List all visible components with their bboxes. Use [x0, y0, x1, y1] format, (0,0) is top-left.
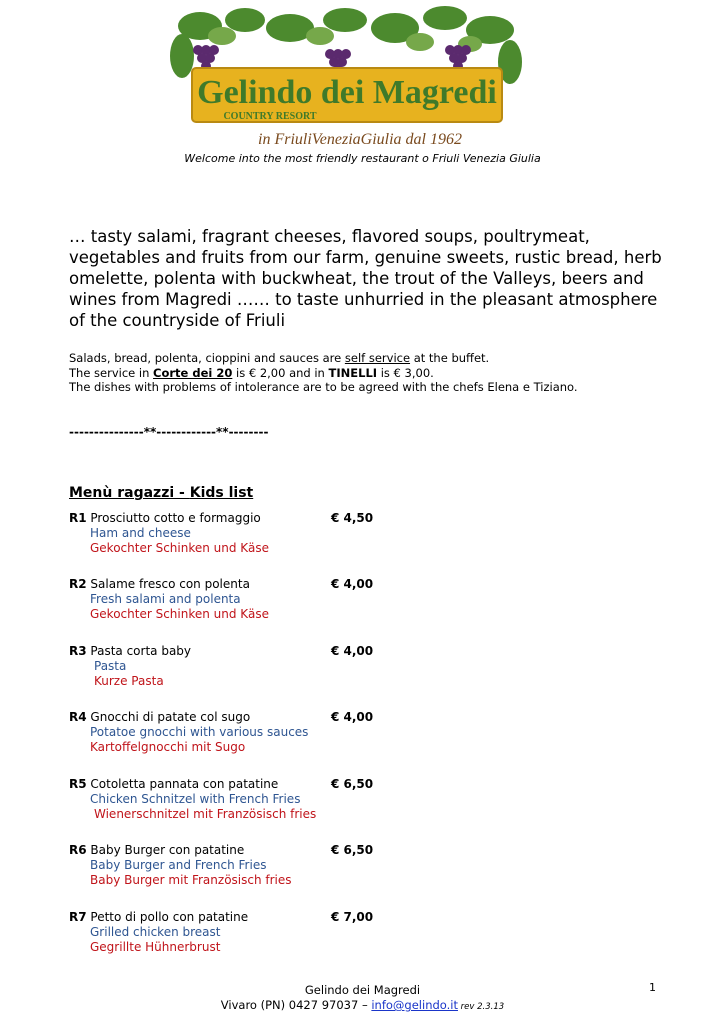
item-german: Baby Burger mit Französisch fries — [90, 873, 292, 887]
item-english: Potatoe gnocchi with various sauces — [90, 725, 309, 739]
item-english: Ham and cheese — [90, 526, 191, 540]
page-number: 1 — [649, 981, 656, 994]
email-link[interactable]: info@gelindo.it — [371, 998, 458, 1012]
logo-brand: Gelindo dei Magredi — [197, 74, 497, 111]
page-footer — [0, 983, 725, 1015]
item-price: € 6,50 — [331, 843, 374, 857]
item-price: € 4,00 — [331, 577, 374, 591]
menu-item: R1 Prosciutto cotto e formaggio € 4,50 Ham and cheese Gekochter Schinken und Käse — [69, 511, 469, 556]
item-german: Gekochter Schinken und Käse — [90, 541, 269, 555]
note-self-service: Salads, bread, polenta, cioppini and sauces are self service at the buffet. — [69, 351, 490, 365]
item-price: € 7,00 — [331, 910, 374, 924]
item-english: Fresh salami and polenta — [90, 592, 241, 606]
item-price: € 4,00 — [331, 644, 374, 658]
item-english: Grilled chicken breast — [90, 925, 221, 939]
menu-item: R7 Petto di pollo con patatine € 7,00 Grilled chicken breast Gegrillte Hühnerbrust — [69, 910, 469, 955]
item-german: Gegrillte Hühnerbrust — [90, 940, 221, 954]
footer-name: Gelindo dei Magredi — [304, 983, 421, 997]
menu-item: R2 Salame fresco con polenta € 4,00 Fresh salami and polenta Gekochter Schinken und Käse — [69, 577, 469, 622]
logo-graphic — [170, 6, 522, 152]
restaurant-logo — [170, 6, 522, 152]
footer-contact: Vivaro (PN) 0427 97037 – info@gelindo.it rev 2.3.13 — [220, 998, 505, 1012]
item-price: € 4,00 — [331, 710, 374, 724]
logo-tagline: in FriuliVeneziaGiulia dal 1962 — [258, 131, 462, 148]
menu-item: R3 Pasta corta baby € 4,00 Pasta Kurze Pasta — [69, 644, 469, 689]
intro-paragraph: … tasty salami, fragrant cheeses, flavored soups, poultrymeat, vegetables and fruits from our farm, genuine sweets, rustic bread, herb omelette, polenta with buckwheat, the trout of the Valleys, beers and wines from Magredi …… to taste unhurried in the pleasant atmosphere of the countryside of Friuli — [69, 227, 662, 330]
item-english: Chicken Schnitzel with French Fries — [90, 792, 301, 806]
item-english: Pasta — [94, 659, 127, 673]
service-notes — [69, 351, 689, 395]
welcome-text: Welcome into the most friendly restaurant o Friuli Venezia Giulia — [184, 152, 541, 165]
menu-item: R6 Baby Burger con patatine € 6,50 Baby Burger and French Fries Baby Burger mit Französisch fries — [69, 843, 469, 888]
menu-item: R5 Cotoletta pannata con patatine € 6,50 Chicken Schnitzel with French Fries Wienerschnitzel mit Französisch fries — [69, 777, 469, 822]
revision-label: rev 2.3.13 — [457, 1002, 505, 1012]
item-german: Wienerschnitzel mit Französisch fries — [94, 807, 317, 821]
logo-subtitle: COUNTRY RESORT — [223, 111, 317, 122]
item-german: Kartoffelgnocchi mit Sugo — [90, 740, 246, 754]
separator-line: ---------------**------------**-------- — [69, 425, 269, 439]
item-price: € 6,50 — [331, 777, 374, 791]
item-english: Baby Burger and French Fries — [90, 858, 267, 872]
item-german: Gekochter Schinken und Käse — [90, 607, 269, 621]
note-service-price: The service in Corte dei 20 is € 2,00 and in TINELLI is € 3,00. — [69, 365, 434, 380]
item-price: € 4,50 — [331, 511, 374, 525]
menu-item: R4 Gnocchi di patate col sugo € 4,00 Potatoe gnocchi with various sauces Kartoffelgnocchi mit Sugo — [69, 710, 469, 755]
menu-title: Menù ragazzi - Kids list — [69, 485, 254, 501]
item-german: Kurze Pasta — [94, 674, 164, 688]
note-intolerance: The dishes with problems of intolerance are to be agreed with the chefs Elena e Tiziano. — [69, 380, 578, 394]
